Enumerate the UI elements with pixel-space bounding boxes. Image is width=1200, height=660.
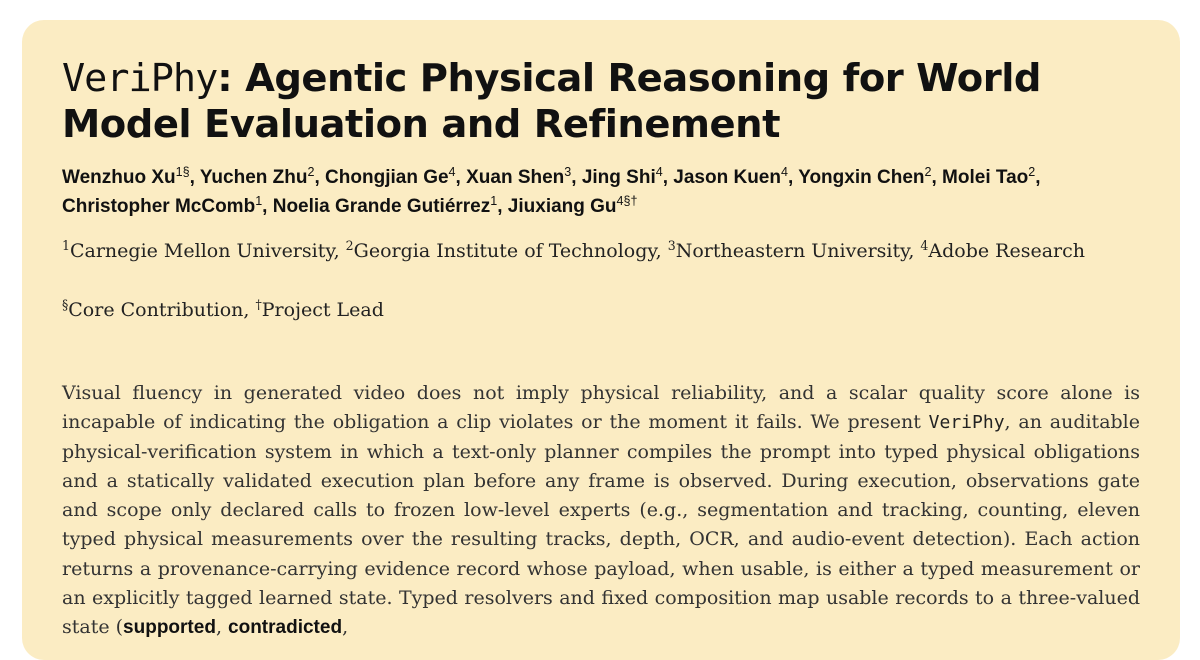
author-list: Wenzhuo $Xu^{1\S}$, Yuchen Zhu$^2$, Chongjian Ge$^4$, Xuan Shen$^3$, Jing Shi$^4$, Jason Kuen$^4$, Yongxin Chen$^2$, Molei Tao$^2$, Christopher McComb$^1$, Noelia Grande Gutiérrez$^1$, Jiuxiang $Gu^{4\S\dagger}$ bbox=[62, 165, 1041, 217]
note: †Project Lead bbox=[255, 297, 384, 321]
author: Yongxin Chen$^2$ bbox=[798, 165, 932, 188]
author: Yuchen Zhu$^2$ bbox=[199, 165, 315, 188]
author: Jing Shi$^4$ bbox=[581, 165, 663, 188]
contribution-notes: §Core Contribution, †Project Lead bbox=[62, 297, 384, 321]
note: §Core Contribution bbox=[62, 297, 244, 321]
affiliation-list: $^1$Carnegie Mellon University, $^2$Georgia Institute of Technology, $^3$Northeastern University, $^4$Adobe Research bbox=[62, 238, 1086, 262]
affiliation: $^1$Carnegie Mellon University bbox=[62, 238, 334, 262]
state-keyword-contradicted: contradicted bbox=[228, 617, 343, 639]
author: Wenzhuo $Xu^{1\S}$ bbox=[62, 165, 190, 188]
affiliation: $^4$Adobe Research bbox=[920, 238, 1086, 262]
abstract-text: Visual fluency in generated video does not imply physical reliability, and a scalar quality score alone is incapable of indicating the obligation a clip violates or the moment it fails. We present VeriPhy, an auditable physical-verification system in which a text-only planner compiles the prompt into typed physical obligations and a statically validated execution plan before any frame is observed. During execution, observations gate and scope only declared calls to frozen low-level experts (e.g., segmentation and tracking, counting, eleven typed physical measurements over the resulting tracks, depth, OCR, and audio-event detection). Each action returns a provenance-carrying evidence record whose payload, when usable, is either a typed measurement or an explicitly tagged learned state. Typed resolvers and fixed composition map usable records to a three-valued state (supported, contradicted, bbox=[62, 382, 1141, 639]
affiliation: $^2$Georgia Institute of Technology bbox=[345, 238, 656, 262]
author: Jiuxiang $Gu^{4\S\dagger}$ bbox=[507, 194, 638, 217]
paper-title bbox=[62, 56, 1142, 148]
paper-card bbox=[22, 20, 1180, 660]
system-name: VeriPhy bbox=[928, 412, 1005, 434]
author: Jason Kuen$^4$ bbox=[673, 165, 788, 188]
author: Molei Tao$^2$ bbox=[942, 165, 1036, 188]
author: Xuan Shen$^3$ bbox=[466, 165, 572, 188]
author: Chongjian Ge$^4$ bbox=[325, 165, 456, 188]
affiliation: $^3$Northeastern University bbox=[667, 238, 909, 262]
title-system-name: VeriPhy bbox=[62, 56, 218, 101]
author: Noelia Grande Gutiérrez$^1$ bbox=[272, 194, 498, 217]
author: Christopher McComb$^1$ bbox=[62, 194, 263, 217]
title-text: : Agentic Physical Reasoning for World Model Evaluation and Refinement bbox=[62, 56, 1041, 147]
state-keyword-supported: supported bbox=[123, 617, 216, 639]
